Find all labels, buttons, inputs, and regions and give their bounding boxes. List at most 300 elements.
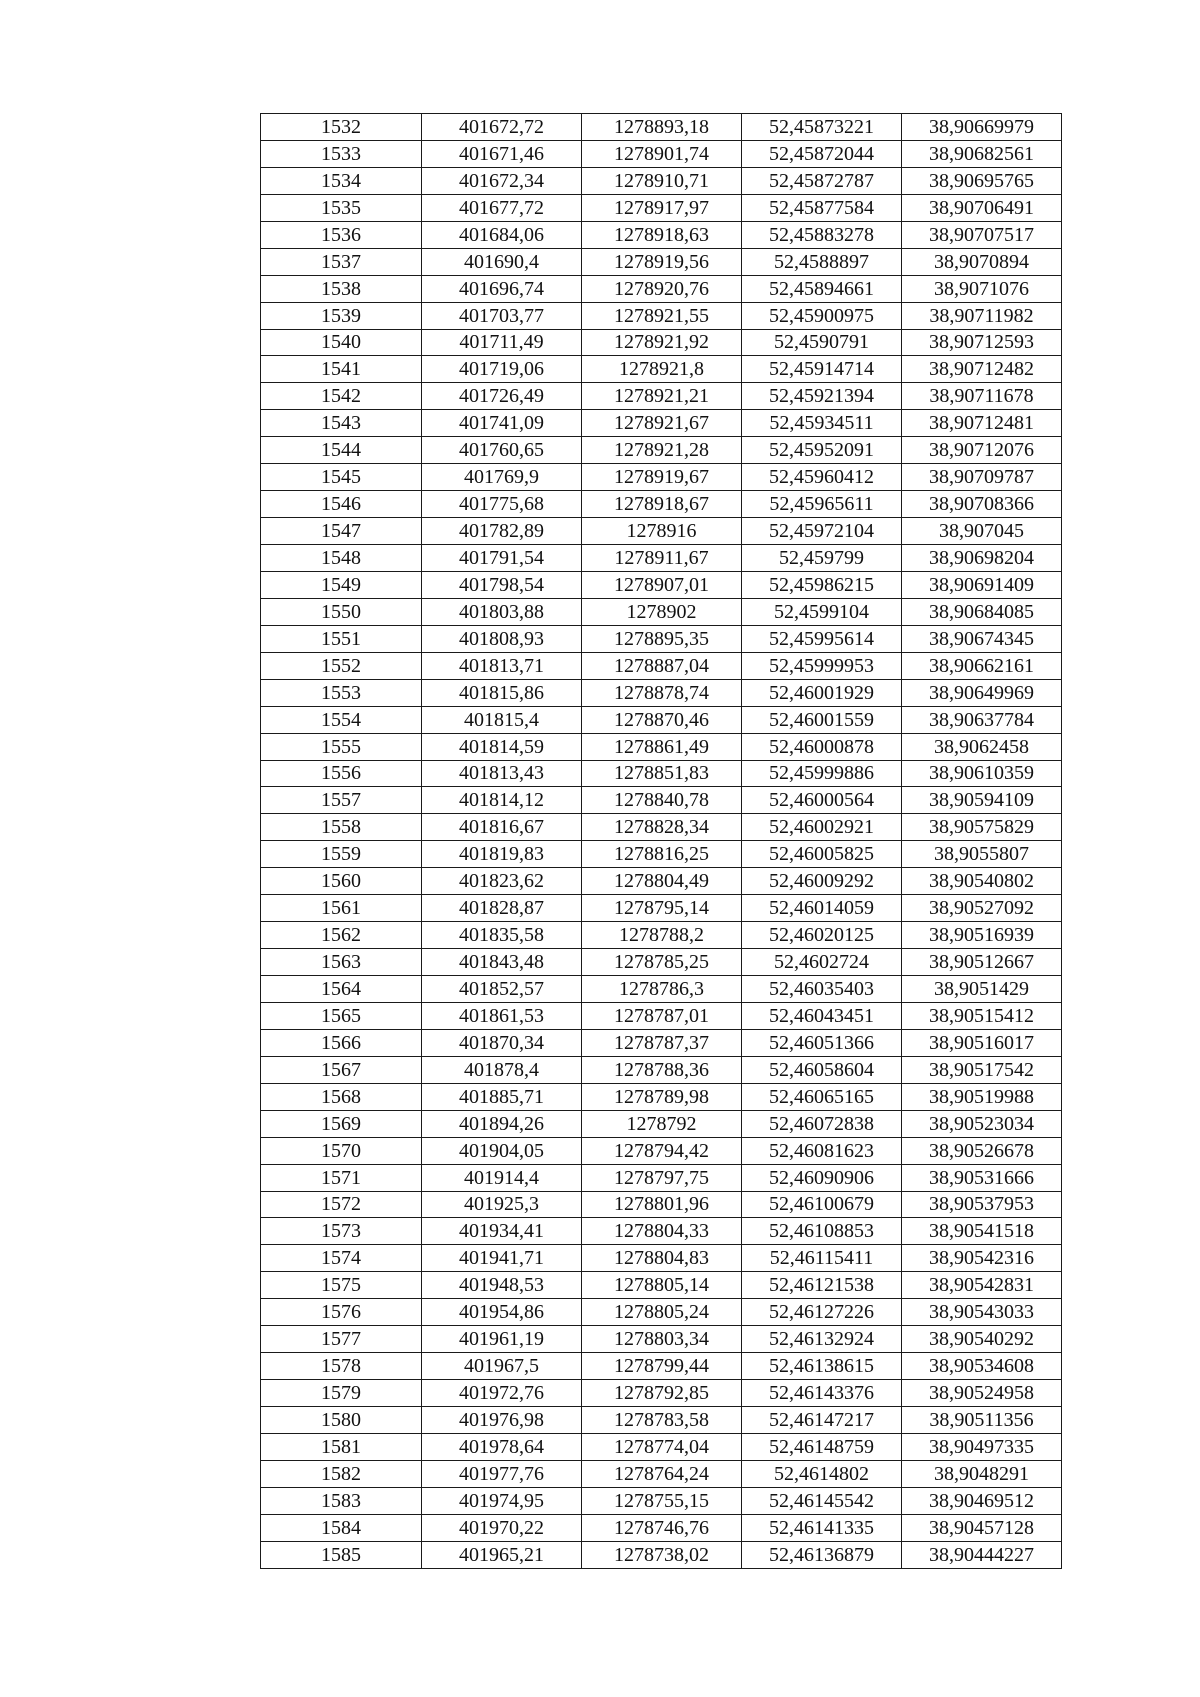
longitude-cell: 38,9071076 <box>902 275 1062 302</box>
table-row <box>261 1110 1062 1137</box>
x-coordinate-cell: 401970,22 <box>422 1514 582 1541</box>
x-coordinate-cell: 401703,77 <box>422 302 582 329</box>
longitude-cell: 38,9055807 <box>902 841 1062 868</box>
x-coordinate-cell: 401941,71 <box>422 1245 582 1272</box>
latitude-cell: 52,45965611 <box>742 491 902 518</box>
table-row <box>261 1272 1062 1299</box>
point-number-cell: 1542 <box>261 383 422 410</box>
coordinates-table <box>260 113 1062 1569</box>
longitude-cell: 38,90523034 <box>902 1110 1062 1137</box>
longitude-cell: 38,90519988 <box>902 1083 1062 1110</box>
point-number-cell: 1581 <box>261 1433 422 1460</box>
longitude-cell: 38,90712076 <box>902 437 1062 464</box>
latitude-cell: 52,46072838 <box>742 1110 902 1137</box>
longitude-cell: 38,90527092 <box>902 895 1062 922</box>
table-row <box>261 140 1062 167</box>
table-row <box>261 598 1062 625</box>
y-coordinate-cell: 1278787,01 <box>582 1002 742 1029</box>
table-row <box>261 571 1062 598</box>
table-row <box>261 221 1062 248</box>
x-coordinate-cell: 401967,5 <box>422 1353 582 1380</box>
latitude-cell: 52,46009292 <box>742 868 902 895</box>
table-row <box>261 437 1062 464</box>
y-coordinate-cell: 1278895,35 <box>582 625 742 652</box>
y-coordinate-cell: 1278789,98 <box>582 1083 742 1110</box>
table-row <box>261 383 1062 410</box>
longitude-cell: 38,90712481 <box>902 410 1062 437</box>
x-coordinate-cell: 401816,67 <box>422 814 582 841</box>
y-coordinate-cell: 1278902 <box>582 598 742 625</box>
longitude-cell: 38,90691409 <box>902 571 1062 598</box>
table-row <box>261 1514 1062 1541</box>
latitude-cell: 52,46147217 <box>742 1407 902 1434</box>
table-row <box>261 1218 1062 1245</box>
y-coordinate-cell: 1278910,71 <box>582 167 742 194</box>
longitude-cell: 38,90682561 <box>902 140 1062 167</box>
x-coordinate-cell: 401965,21 <box>422 1541 582 1568</box>
point-number-cell: 1584 <box>261 1514 422 1541</box>
y-coordinate-cell: 1278792 <box>582 1110 742 1137</box>
y-coordinate-cell: 1278918,67 <box>582 491 742 518</box>
latitude-cell: 52,45894661 <box>742 275 902 302</box>
y-coordinate-cell: 1278901,74 <box>582 140 742 167</box>
x-coordinate-cell: 401775,68 <box>422 491 582 518</box>
longitude-cell: 38,90540802 <box>902 868 1062 895</box>
latitude-cell: 52,46121538 <box>742 1272 902 1299</box>
point-number-cell: 1555 <box>261 733 422 760</box>
latitude-cell: 52,45914714 <box>742 356 902 383</box>
point-number-cell: 1563 <box>261 949 422 976</box>
table-row <box>261 787 1062 814</box>
longitude-cell: 38,90594109 <box>902 787 1062 814</box>
longitude-cell: 38,90695765 <box>902 167 1062 194</box>
latitude-cell: 52,46148759 <box>742 1433 902 1460</box>
latitude-cell: 52,46127226 <box>742 1299 902 1326</box>
point-number-cell: 1545 <box>261 464 422 491</box>
y-coordinate-cell: 1278840,78 <box>582 787 742 814</box>
longitude-cell: 38,90712593 <box>902 329 1062 356</box>
x-coordinate-cell: 401852,57 <box>422 976 582 1003</box>
point-number-cell: 1585 <box>261 1541 422 1568</box>
table-row <box>261 1083 1062 1110</box>
latitude-cell: 52,46051366 <box>742 1029 902 1056</box>
y-coordinate-cell: 1278797,75 <box>582 1164 742 1191</box>
longitude-cell: 38,90649969 <box>902 679 1062 706</box>
point-number-cell: 1550 <box>261 598 422 625</box>
table-row <box>261 1487 1062 1514</box>
longitude-cell: 38,90543033 <box>902 1299 1062 1326</box>
x-coordinate-cell: 401954,86 <box>422 1299 582 1326</box>
longitude-cell: 38,90511356 <box>902 1407 1062 1434</box>
longitude-cell: 38,9062458 <box>902 733 1062 760</box>
point-number-cell: 1536 <box>261 221 422 248</box>
y-coordinate-cell: 1278919,56 <box>582 248 742 275</box>
x-coordinate-cell: 401803,88 <box>422 598 582 625</box>
table-row <box>261 841 1062 868</box>
point-number-cell: 1549 <box>261 571 422 598</box>
point-number-cell: 1577 <box>261 1326 422 1353</box>
longitude-cell: 38,90515412 <box>902 1002 1062 1029</box>
table-row <box>261 410 1062 437</box>
y-coordinate-cell: 1278916 <box>582 518 742 545</box>
x-coordinate-cell: 401934,41 <box>422 1218 582 1245</box>
latitude-cell: 52,46138615 <box>742 1353 902 1380</box>
y-coordinate-cell: 1278921,21 <box>582 383 742 410</box>
y-coordinate-cell: 1278805,24 <box>582 1299 742 1326</box>
y-coordinate-cell: 1278785,25 <box>582 949 742 976</box>
y-coordinate-cell: 1278921,28 <box>582 437 742 464</box>
point-number-cell: 1578 <box>261 1353 422 1380</box>
x-coordinate-cell: 401760,65 <box>422 437 582 464</box>
y-coordinate-cell: 1278799,44 <box>582 1353 742 1380</box>
table-row <box>261 356 1062 383</box>
y-coordinate-cell: 1278774,04 <box>582 1433 742 1460</box>
table-row <box>261 1353 1062 1380</box>
latitude-cell: 52,46020125 <box>742 922 902 949</box>
latitude-cell: 52,46000878 <box>742 733 902 760</box>
longitude-cell: 38,90524958 <box>902 1380 1062 1407</box>
table-row <box>261 114 1062 141</box>
x-coordinate-cell: 401814,59 <box>422 733 582 760</box>
y-coordinate-cell: 1278801,96 <box>582 1191 742 1218</box>
table-row <box>261 275 1062 302</box>
y-coordinate-cell: 1278917,97 <box>582 194 742 221</box>
y-coordinate-cell: 1278878,74 <box>582 679 742 706</box>
table-row <box>261 248 1062 275</box>
y-coordinate-cell: 1278893,18 <box>582 114 742 141</box>
x-coordinate-cell: 401885,71 <box>422 1083 582 1110</box>
y-coordinate-cell: 1278803,34 <box>582 1326 742 1353</box>
point-number-cell: 1556 <box>261 760 422 787</box>
y-coordinate-cell: 1278805,14 <box>582 1272 742 1299</box>
y-coordinate-cell: 1278907,01 <box>582 571 742 598</box>
longitude-cell: 38,90662161 <box>902 652 1062 679</box>
latitude-cell: 52,45921394 <box>742 383 902 410</box>
longitude-cell: 38,90540292 <box>902 1326 1062 1353</box>
point-number-cell: 1538 <box>261 275 422 302</box>
point-number-cell: 1560 <box>261 868 422 895</box>
point-number-cell: 1576 <box>261 1299 422 1326</box>
point-number-cell: 1583 <box>261 1487 422 1514</box>
latitude-cell: 52,46143376 <box>742 1380 902 1407</box>
latitude-cell: 52,46136879 <box>742 1541 902 1568</box>
y-coordinate-cell: 1278783,58 <box>582 1407 742 1434</box>
y-coordinate-cell: 1278787,37 <box>582 1029 742 1056</box>
longitude-cell: 38,90610359 <box>902 760 1062 787</box>
point-number-cell: 1562 <box>261 922 422 949</box>
latitude-cell: 52,459799 <box>742 545 902 572</box>
table-row <box>261 518 1062 545</box>
longitude-cell: 38,90712482 <box>902 356 1062 383</box>
table-row <box>261 1541 1062 1568</box>
point-number-cell: 1546 <box>261 491 422 518</box>
longitude-cell: 38,90516939 <box>902 922 1062 949</box>
y-coordinate-cell: 1278911,67 <box>582 545 742 572</box>
latitude-cell: 52,45872787 <box>742 167 902 194</box>
latitude-cell: 52,46000564 <box>742 787 902 814</box>
latitude-cell: 52,46043451 <box>742 1002 902 1029</box>
point-number-cell: 1575 <box>261 1272 422 1299</box>
table-row <box>261 545 1062 572</box>
x-coordinate-cell: 401977,76 <box>422 1460 582 1487</box>
latitude-cell: 52,46081623 <box>742 1137 902 1164</box>
table-row <box>261 679 1062 706</box>
point-number-cell: 1570 <box>261 1137 422 1164</box>
point-number-cell: 1541 <box>261 356 422 383</box>
table-row <box>261 760 1062 787</box>
point-number-cell: 1539 <box>261 302 422 329</box>
table-row <box>261 1029 1062 1056</box>
x-coordinate-cell: 401791,54 <box>422 545 582 572</box>
x-coordinate-cell: 401870,34 <box>422 1029 582 1056</box>
point-number-cell: 1554 <box>261 706 422 733</box>
latitude-cell: 52,46132924 <box>742 1326 902 1353</box>
x-coordinate-cell: 401808,93 <box>422 625 582 652</box>
x-coordinate-cell: 401914,4 <box>422 1164 582 1191</box>
point-number-cell: 1535 <box>261 194 422 221</box>
latitude-cell: 52,45877584 <box>742 194 902 221</box>
longitude-cell: 38,90708366 <box>902 491 1062 518</box>
x-coordinate-cell: 401741,09 <box>422 410 582 437</box>
longitude-cell: 38,90542831 <box>902 1272 1062 1299</box>
y-coordinate-cell: 1278828,34 <box>582 814 742 841</box>
latitude-cell: 52,45872044 <box>742 140 902 167</box>
y-coordinate-cell: 1278804,49 <box>582 868 742 895</box>
longitude-cell: 38,90531666 <box>902 1164 1062 1191</box>
y-coordinate-cell: 1278746,76 <box>582 1514 742 1541</box>
longitude-cell: 38,90674345 <box>902 625 1062 652</box>
longitude-cell: 38,90444227 <box>902 1541 1062 1568</box>
x-coordinate-cell: 401978,64 <box>422 1433 582 1460</box>
x-coordinate-cell: 401974,95 <box>422 1487 582 1514</box>
x-coordinate-cell: 401711,49 <box>422 329 582 356</box>
y-coordinate-cell: 1278788,36 <box>582 1056 742 1083</box>
y-coordinate-cell: 1278851,83 <box>582 760 742 787</box>
x-coordinate-cell: 401948,53 <box>422 1272 582 1299</box>
x-coordinate-cell: 401878,4 <box>422 1056 582 1083</box>
table-row <box>261 1407 1062 1434</box>
y-coordinate-cell: 1278861,49 <box>582 733 742 760</box>
table-row <box>261 1299 1062 1326</box>
table-row <box>261 1002 1062 1029</box>
y-coordinate-cell: 1278788,2 <box>582 922 742 949</box>
table-row <box>261 194 1062 221</box>
x-coordinate-cell: 401671,46 <box>422 140 582 167</box>
x-coordinate-cell: 401894,26 <box>422 1110 582 1137</box>
table-row <box>261 895 1062 922</box>
table-row <box>261 949 1062 976</box>
table-row <box>261 706 1062 733</box>
longitude-cell: 38,907045 <box>902 518 1062 545</box>
x-coordinate-cell: 401672,34 <box>422 167 582 194</box>
table-row <box>261 1056 1062 1083</box>
point-number-cell: 1573 <box>261 1218 422 1245</box>
y-coordinate-cell: 1278920,76 <box>582 275 742 302</box>
latitude-cell: 52,45883278 <box>742 221 902 248</box>
longitude-cell: 38,90469512 <box>902 1487 1062 1514</box>
table-row <box>261 1460 1062 1487</box>
x-coordinate-cell: 401835,58 <box>422 922 582 949</box>
latitude-cell: 52,46035403 <box>742 976 902 1003</box>
latitude-cell: 52,46108853 <box>742 1218 902 1245</box>
longitude-cell: 38,90706491 <box>902 194 1062 221</box>
latitude-cell: 52,46058604 <box>742 1056 902 1083</box>
longitude-cell: 38,90684085 <box>902 598 1062 625</box>
x-coordinate-cell: 401769,9 <box>422 464 582 491</box>
y-coordinate-cell: 1278738,02 <box>582 1541 742 1568</box>
y-coordinate-cell: 1278918,63 <box>582 221 742 248</box>
x-coordinate-cell: 401904,05 <box>422 1137 582 1164</box>
latitude-cell: 52,46100679 <box>742 1191 902 1218</box>
table-row <box>261 302 1062 329</box>
longitude-cell: 38,90637784 <box>902 706 1062 733</box>
point-number-cell: 1559 <box>261 841 422 868</box>
table-row <box>261 922 1062 949</box>
y-coordinate-cell: 1278792,85 <box>582 1380 742 1407</box>
y-coordinate-cell: 1278870,46 <box>582 706 742 733</box>
latitude-cell: 52,45952091 <box>742 437 902 464</box>
table-row <box>261 733 1062 760</box>
table-row <box>261 464 1062 491</box>
y-coordinate-cell: 1278919,67 <box>582 464 742 491</box>
latitude-cell: 52,46145542 <box>742 1487 902 1514</box>
table-row <box>261 625 1062 652</box>
latitude-cell: 52,46002921 <box>742 814 902 841</box>
longitude-cell: 38,90537953 <box>902 1191 1062 1218</box>
longitude-cell: 38,9048291 <box>902 1460 1062 1487</box>
table-row <box>261 329 1062 356</box>
table-row <box>261 491 1062 518</box>
longitude-cell: 38,90541518 <box>902 1218 1062 1245</box>
longitude-cell: 38,90709787 <box>902 464 1062 491</box>
x-coordinate-cell: 401925,3 <box>422 1191 582 1218</box>
table-row <box>261 652 1062 679</box>
point-number-cell: 1574 <box>261 1245 422 1272</box>
longitude-cell: 38,90698204 <box>902 545 1062 572</box>
x-coordinate-cell: 401861,53 <box>422 1002 582 1029</box>
longitude-cell: 38,90497335 <box>902 1433 1062 1460</box>
point-number-cell: 1580 <box>261 1407 422 1434</box>
y-coordinate-cell: 1278795,14 <box>582 895 742 922</box>
latitude-cell: 52,45999886 <box>742 760 902 787</box>
table-row <box>261 976 1062 1003</box>
latitude-cell: 52,45873221 <box>742 114 902 141</box>
x-coordinate-cell: 401819,83 <box>422 841 582 868</box>
point-number-cell: 1572 <box>261 1191 422 1218</box>
longitude-cell: 38,90517542 <box>902 1056 1062 1083</box>
longitude-cell: 38,90512667 <box>902 949 1062 976</box>
y-coordinate-cell: 1278921,67 <box>582 410 742 437</box>
point-number-cell: 1533 <box>261 140 422 167</box>
x-coordinate-cell: 401823,62 <box>422 868 582 895</box>
x-coordinate-cell: 401843,48 <box>422 949 582 976</box>
latitude-cell: 52,45900975 <box>742 302 902 329</box>
latitude-cell: 52,4590791 <box>742 329 902 356</box>
y-coordinate-cell: 1278816,25 <box>582 841 742 868</box>
x-coordinate-cell: 401815,4 <box>422 706 582 733</box>
longitude-cell: 38,90707517 <box>902 221 1062 248</box>
x-coordinate-cell: 401782,89 <box>422 518 582 545</box>
latitude-cell: 52,45960412 <box>742 464 902 491</box>
y-coordinate-cell: 1278764,24 <box>582 1460 742 1487</box>
latitude-cell: 52,46141335 <box>742 1514 902 1541</box>
table-row <box>261 1433 1062 1460</box>
x-coordinate-cell: 401961,19 <box>422 1326 582 1353</box>
x-coordinate-cell: 401976,98 <box>422 1407 582 1434</box>
table-row <box>261 1326 1062 1353</box>
table-row <box>261 1191 1062 1218</box>
y-coordinate-cell: 1278887,04 <box>582 652 742 679</box>
point-number-cell: 1543 <box>261 410 422 437</box>
latitude-cell: 52,46014059 <box>742 895 902 922</box>
point-number-cell: 1532 <box>261 114 422 141</box>
point-number-cell: 1544 <box>261 437 422 464</box>
longitude-cell: 38,90542316 <box>902 1245 1062 1272</box>
x-coordinate-cell: 401828,87 <box>422 895 582 922</box>
point-number-cell: 1547 <box>261 518 422 545</box>
latitude-cell: 52,46001559 <box>742 706 902 733</box>
longitude-cell: 38,9070894 <box>902 248 1062 275</box>
longitude-cell: 38,9051429 <box>902 976 1062 1003</box>
point-number-cell: 1567 <box>261 1056 422 1083</box>
x-coordinate-cell: 401672,72 <box>422 114 582 141</box>
y-coordinate-cell: 1278786,3 <box>582 976 742 1003</box>
latitude-cell: 52,4602724 <box>742 949 902 976</box>
longitude-cell: 38,90534608 <box>902 1353 1062 1380</box>
point-number-cell: 1534 <box>261 167 422 194</box>
longitude-cell: 38,90711982 <box>902 302 1062 329</box>
x-coordinate-cell: 401813,71 <box>422 652 582 679</box>
point-number-cell: 1582 <box>261 1460 422 1487</box>
point-number-cell: 1552 <box>261 652 422 679</box>
latitude-cell: 52,4614802 <box>742 1460 902 1487</box>
y-coordinate-cell: 1278921,92 <box>582 329 742 356</box>
x-coordinate-cell: 401798,54 <box>422 571 582 598</box>
point-number-cell: 1561 <box>261 895 422 922</box>
longitude-cell: 38,90711678 <box>902 383 1062 410</box>
latitude-cell: 52,46005825 <box>742 841 902 868</box>
point-number-cell: 1568 <box>261 1083 422 1110</box>
longitude-cell: 38,90516017 <box>902 1029 1062 1056</box>
latitude-cell: 52,46065165 <box>742 1083 902 1110</box>
table-row <box>261 1380 1062 1407</box>
point-number-cell: 1557 <box>261 787 422 814</box>
x-coordinate-cell: 401696,74 <box>422 275 582 302</box>
x-coordinate-cell: 401813,43 <box>422 760 582 787</box>
point-number-cell: 1548 <box>261 545 422 572</box>
y-coordinate-cell: 1278804,83 <box>582 1245 742 1272</box>
table-row <box>261 1245 1062 1272</box>
point-number-cell: 1537 <box>261 248 422 275</box>
latitude-cell: 52,45999953 <box>742 652 902 679</box>
latitude-cell: 52,46001929 <box>742 679 902 706</box>
x-coordinate-cell: 401677,72 <box>422 194 582 221</box>
latitude-cell: 52,45934511 <box>742 410 902 437</box>
latitude-cell: 52,45986215 <box>742 571 902 598</box>
x-coordinate-cell: 401972,76 <box>422 1380 582 1407</box>
point-number-cell: 1540 <box>261 329 422 356</box>
latitude-cell: 52,4588897 <box>742 248 902 275</box>
y-coordinate-cell: 1278921,55 <box>582 302 742 329</box>
latitude-cell: 52,45995614 <box>742 625 902 652</box>
point-number-cell: 1553 <box>261 679 422 706</box>
longitude-cell: 38,90669979 <box>902 114 1062 141</box>
table-row <box>261 814 1062 841</box>
x-coordinate-cell: 401815,86 <box>422 679 582 706</box>
table-row <box>261 1137 1062 1164</box>
latitude-cell: 52,46090906 <box>742 1164 902 1191</box>
table-row <box>261 167 1062 194</box>
